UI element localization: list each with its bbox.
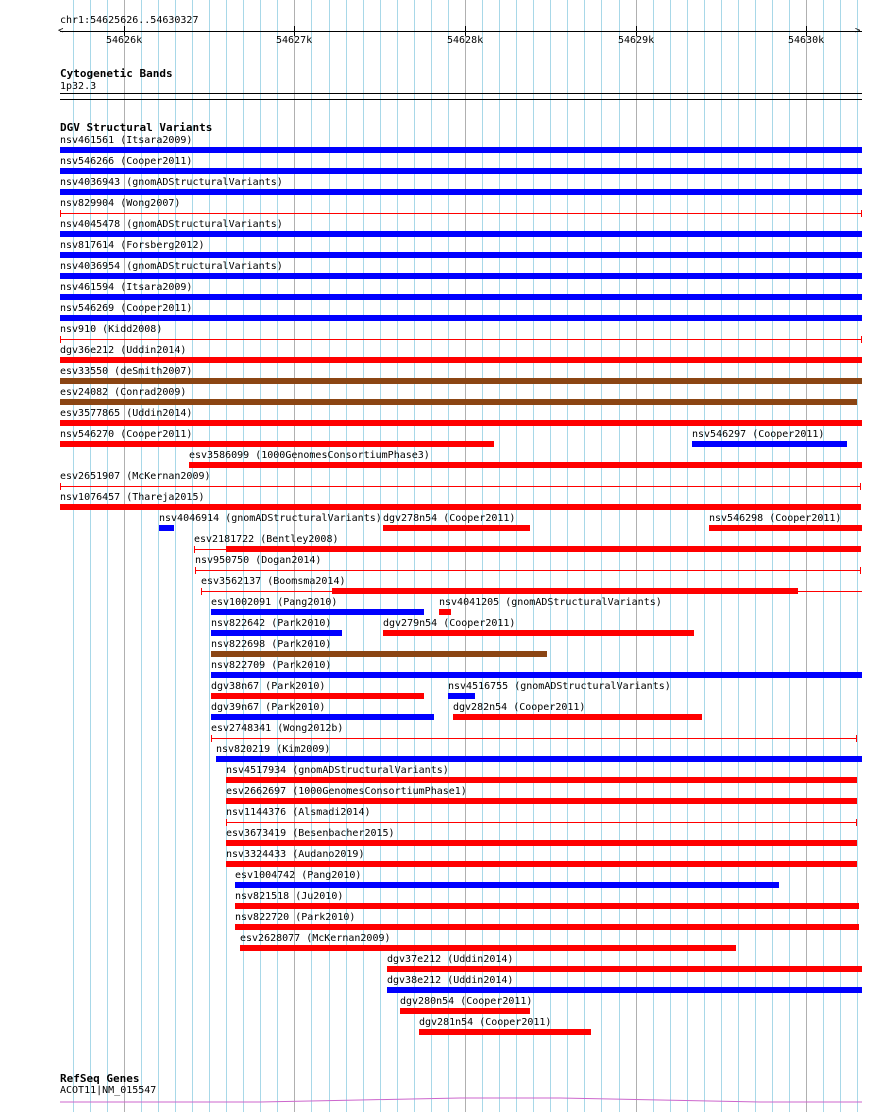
variant-bar[interactable]	[235, 924, 859, 930]
variant-label[interactable]: dgv280n54 (Cooper2011)	[400, 996, 533, 1007]
variant-bar[interactable]	[709, 525, 862, 531]
variant-bar[interactable]	[240, 945, 736, 951]
variant-bar[interactable]	[60, 420, 862, 426]
variant-label[interactable]: esv2748341 (Wong2012b)	[211, 723, 344, 734]
ruler-location: chr1:54625626..54630327	[60, 15, 199, 26]
grid-line	[823, 0, 824, 1112]
variant-label[interactable]: dgv39n67 (Park2010)	[211, 702, 326, 713]
variant-bar[interactable]	[211, 672, 862, 678]
variant-bar[interactable]	[195, 570, 861, 571]
variant-label[interactable]: nsv4036943 (gnomADStructuralVariants)	[60, 177, 283, 188]
refseq-track-title[interactable]: RefSeq Genes	[60, 1072, 140, 1085]
variant-label[interactable]: nsv546298 (Cooper2011)	[709, 513, 842, 524]
variant-bar[interactable]	[194, 549, 226, 550]
variant-label[interactable]: nsv4036954 (gnomADStructuralVariants)	[60, 261, 283, 272]
variant-bar[interactable]	[211, 714, 434, 720]
variant-label[interactable]: dgv36e212 (Uddin2014)	[60, 345, 187, 356]
ruler-left-arrow: <	[58, 26, 64, 36]
grid-line	[772, 0, 773, 1112]
variant-bar[interactable]	[453, 714, 702, 720]
variant-bar[interactable]	[226, 861, 857, 867]
cytoband-bar-top	[60, 93, 862, 94]
variant-bar[interactable]	[60, 486, 861, 487]
variant-bar[interactable]	[226, 822, 857, 823]
ruler-tick-label: 54627k	[276, 35, 313, 46]
variant-label[interactable]: dgv279n54 (Cooper2011)	[383, 618, 516, 629]
variant-bar[interactable]	[861, 210, 862, 217]
variant-label[interactable]: dgv281n54 (Cooper2011)	[419, 1017, 552, 1028]
variant-bar[interactable]	[211, 738, 857, 739]
variant-label[interactable]: nsv821518 (Ju2010)	[235, 891, 344, 902]
variant-label[interactable]: nsv3324433 (Audano2019)	[226, 849, 365, 860]
variant-label[interactable]: dgv278n54 (Cooper2011)	[383, 513, 516, 524]
variant-bar[interactable]	[383, 525, 530, 531]
variant-label[interactable]: nsv4045478 (gnomADStructuralVariants)	[60, 219, 283, 230]
variant-bar[interactable]	[60, 252, 862, 258]
ruler-right-arrow: >	[855, 26, 861, 36]
cytoband-track-title[interactable]: Cytogenetic Bands	[60, 67, 173, 80]
grid-line	[806, 0, 807, 1112]
ruler-tick-label: 54629k	[618, 35, 655, 46]
variant-label[interactable]: nsv829904 (Wong2007)	[60, 198, 181, 209]
variant-bar[interactable]	[226, 840, 857, 846]
variant-label[interactable]: esv33550 (deSmith2007)	[60, 366, 193, 377]
variant-label[interactable]: esv2662697 (1000GenomesConsortiumPhase1)	[226, 786, 467, 797]
variant-bar[interactable]	[60, 231, 862, 237]
variant-bar[interactable]	[159, 525, 174, 531]
variant-bar[interactable]	[60, 189, 862, 195]
variant-bar[interactable]	[60, 294, 862, 300]
variant-label[interactable]: nsv817614 (Forsberg2012)	[60, 240, 205, 251]
variant-label[interactable]: nsv950750 (Dogan2014)	[195, 555, 322, 566]
variant-label[interactable]: esv3562137 (Boomsma2014)	[201, 576, 346, 587]
variant-bar[interactable]	[226, 819, 227, 826]
cytoband-bar-bottom	[60, 99, 862, 100]
variant-label[interactable]: esv1004742 (Pang2010)	[235, 870, 362, 881]
variant-bar[interactable]	[861, 336, 862, 343]
variant-bar[interactable]	[439, 609, 451, 615]
variant-bar[interactable]	[60, 168, 862, 174]
variant-bar[interactable]	[201, 588, 202, 595]
variant-bar[interactable]	[211, 630, 342, 636]
variant-label[interactable]: esv2651907 (McKernan2009)	[60, 471, 211, 482]
variant-bar[interactable]	[60, 441, 494, 447]
variant-label[interactable]: nsv461561 (Itsara2009)	[60, 135, 193, 146]
variant-bar[interactable]	[194, 546, 195, 553]
variant-bar[interactable]	[860, 567, 861, 574]
variant-bar[interactable]	[60, 483, 61, 490]
variant-bar[interactable]	[60, 273, 862, 279]
variant-bar[interactable]	[235, 903, 859, 909]
variant-bar[interactable]	[860, 483, 861, 490]
variant-label[interactable]: dgv282n54 (Cooper2011)	[453, 702, 586, 713]
variant-bar[interactable]	[60, 210, 61, 217]
variant-label[interactable]: nsv546270 (Cooper2011)	[60, 429, 193, 440]
variant-bar[interactable]	[235, 882, 779, 888]
grid-line	[855, 0, 861, 1112]
grid-line	[789, 0, 790, 1112]
variant-label[interactable]: nsv1076457 (Thareja2015)	[60, 492, 205, 503]
variant-label[interactable]: nsv4041205 (gnomADStructuralVariants)	[439, 597, 662, 608]
variant-label[interactable]: nsv1144376 (Alsmadi2014)	[226, 807, 371, 818]
variant-bar[interactable]	[856, 819, 857, 826]
variant-bar[interactable]	[211, 609, 424, 615]
variant-bar[interactable]	[60, 315, 862, 321]
variant-label[interactable]: nsv820219 (Kim2009)	[216, 744, 331, 755]
variant-label[interactable]: esv2628077 (McKernan2009)	[240, 933, 391, 944]
variant-label[interactable]: esv3673419 (Besenbacher2015)	[226, 828, 395, 839]
variant-label[interactable]: nsv4046914 (gnomADStructuralVariants)	[159, 513, 382, 524]
variant-label[interactable]: nsv910 (Kidd2008)	[60, 324, 163, 335]
variant-label[interactable]: nsv4516755 (gnomADStructuralVariants)	[448, 681, 671, 692]
variant-label[interactable]: nsv822709 (Park2010)	[211, 660, 332, 671]
variant-bar[interactable]	[60, 504, 861, 510]
variant-bar[interactable]	[211, 651, 547, 657]
variant-label[interactable]: nsv546266 (Cooper2011)	[60, 156, 193, 167]
grid-line	[755, 0, 756, 1112]
variant-bar[interactable]	[387, 966, 862, 972]
variant-label[interactable]: dgv37e212 (Uddin2014)	[387, 954, 514, 965]
ruler-tick-label: 54626k	[106, 35, 143, 46]
refseq-gene-label[interactable]: ACOT11|NM_015547	[60, 1085, 157, 1096]
variant-bar[interactable]	[189, 462, 862, 468]
variant-bar[interactable]	[419, 1029, 591, 1035]
variant-bar[interactable]	[448, 693, 475, 699]
variant-bar[interactable]	[211, 735, 212, 742]
ruler-axis	[60, 31, 862, 32]
variant-label[interactable]: nsv461594 (Itsara2009)	[60, 282, 193, 293]
variant-label[interactable]: nsv4517934 (gnomADStructuralVariants)	[226, 765, 449, 776]
variant-bar[interactable]	[60, 378, 862, 384]
variant-label[interactable]: nsv822642 (Park2010)	[211, 618, 332, 629]
variant-bar[interactable]	[856, 735, 857, 742]
variant-label[interactable]: esv2181722 (Bentley2008)	[194, 534, 339, 545]
variant-bar[interactable]	[383, 630, 694, 636]
variant-label[interactable]: nsv822698 (Park2010)	[211, 639, 332, 650]
variant-bar[interactable]	[195, 567, 196, 574]
variant-label[interactable]: nsv822720 (Park2010)	[235, 912, 356, 923]
ruler-tick-label: 54628k	[447, 35, 484, 46]
cytoband-label: 1p32.3	[60, 81, 97, 92]
refseq-gene-model[interactable]	[60, 1094, 862, 1108]
variant-bar[interactable]	[60, 147, 862, 153]
variant-label[interactable]: esv1002091 (Pang2010)	[211, 597, 338, 608]
variant-bar[interactable]	[60, 336, 61, 343]
variant-bar[interactable]	[387, 987, 862, 993]
variant-bar[interactable]	[332, 588, 798, 594]
dgv-track-title[interactable]: DGV Structural Variants	[60, 121, 213, 134]
variant-label[interactable]: esv3586099 (1000GenomesConsortiumPhase3)	[189, 450, 430, 461]
variant-bar[interactable]	[400, 1008, 530, 1014]
variant-bar[interactable]	[216, 756, 862, 762]
variant-label[interactable]: dgv38n67 (Park2010)	[211, 681, 326, 692]
variant-label[interactable]: esv24082 (Conrad2009)	[60, 387, 187, 398]
variant-label[interactable]: nsv546297 (Cooper2011)	[692, 429, 825, 440]
variant-bar[interactable]	[60, 399, 857, 405]
variant-bar[interactable]	[60, 339, 862, 340]
variant-bar[interactable]	[226, 798, 857, 804]
variant-bar[interactable]	[60, 213, 862, 214]
variant-label[interactable]: esv3577865 (Uddin2014)	[60, 408, 193, 419]
variant-bar[interactable]	[60, 357, 862, 363]
grid-line	[840, 0, 841, 1112]
variant-label[interactable]: dgv38e212 (Uddin2014)	[387, 975, 514, 986]
variant-bar[interactable]	[226, 546, 861, 552]
ruler-tick-label: 54630k	[788, 35, 825, 46]
variant-label[interactable]: nsv546269 (Cooper2011)	[60, 303, 193, 314]
variant-bar[interactable]	[226, 777, 857, 783]
variant-bar[interactable]	[211, 693, 424, 699]
variant-bar[interactable]	[692, 441, 847, 447]
grid-line	[738, 0, 739, 1112]
